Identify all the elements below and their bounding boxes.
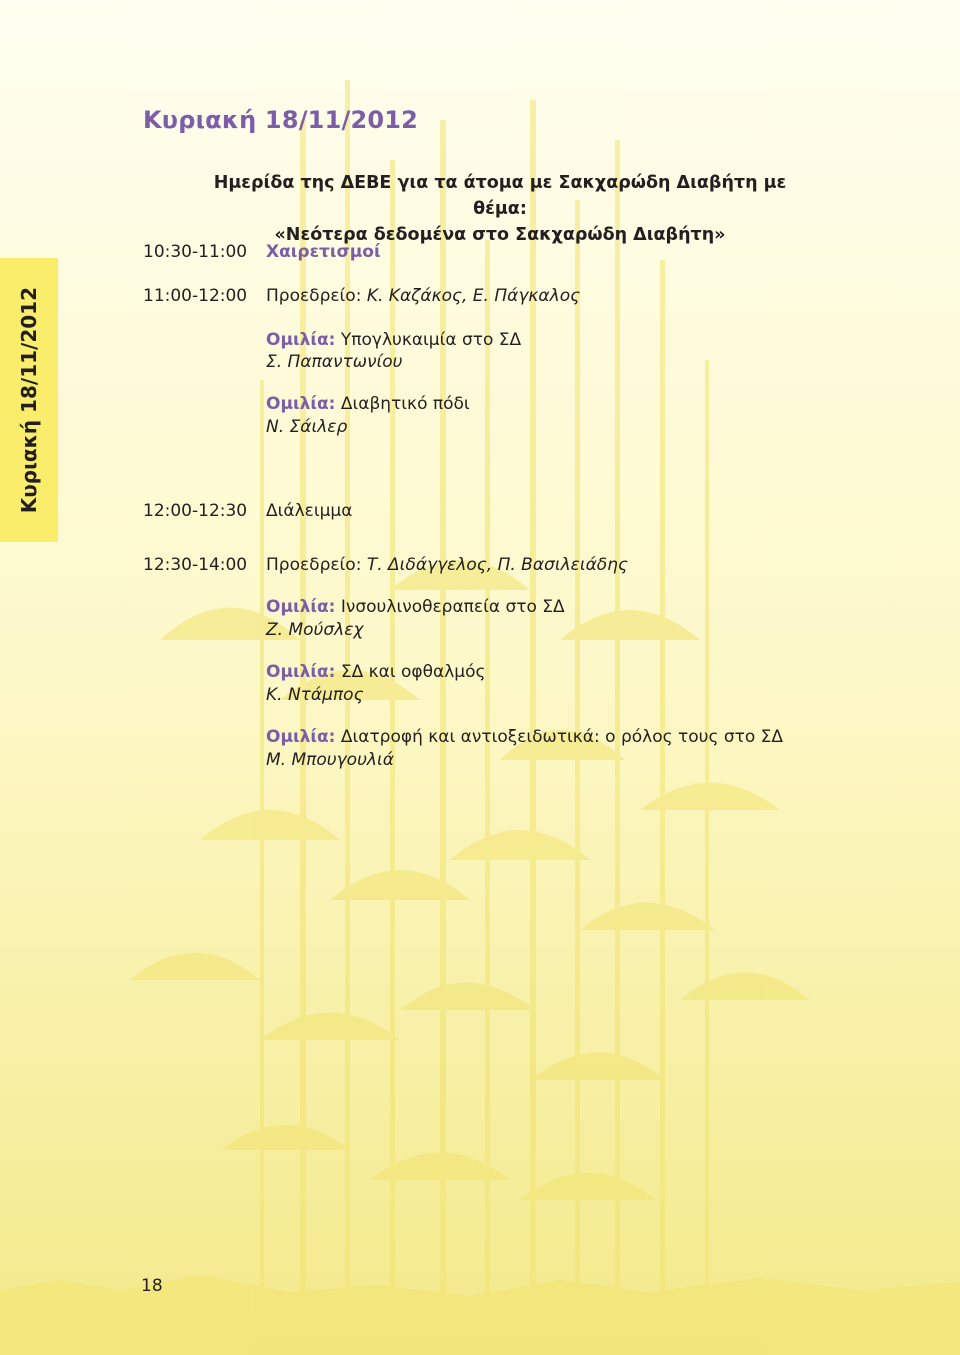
chair-names: Τ. Διδάγγελος, Π. Βασιλειάδης (361, 555, 628, 575)
page-number: 18 (141, 1276, 163, 1296)
subtitle-line-2: «Νεότερα δεδομένα στο Σακχαρώδη Διαβήτη» (274, 225, 726, 245)
session-2-talk-2 (266, 393, 470, 415)
session-2-talk-2-speaker: Ν. Σάιλερ (266, 417, 348, 437)
session-2-talk-1 (266, 329, 521, 351)
talk-title: Διαβητικό πόδι (335, 394, 470, 414)
side-tab-label: Κυριακή 18/11/2012 (17, 286, 41, 514)
session-3-title: Διάλειμμα (266, 501, 353, 521)
session-2-talk-1-speaker: Σ. Παπαντωνίου (266, 352, 403, 372)
talk-title: Διατροφή και αντιοξειδωτικά: ο ρόλος τους στο ΣΔ (335, 727, 784, 747)
side-date-tab (0, 258, 58, 542)
session-1-title: Χαιρετισμοί (266, 242, 381, 262)
chair-names: Κ. Καζάκος, Ε. Πάγκαλος (361, 286, 581, 306)
session-4-talk-1 (266, 596, 565, 618)
session-1-time: 10:30-11:00 (143, 242, 248, 262)
talk-title: Υπογλυκαιμία στο ΣΔ (335, 330, 522, 350)
session-4-talk-2 (266, 661, 486, 683)
session-2-chair (266, 285, 580, 307)
session-4-talk-3-speaker: Μ. Μπουγουλιά (266, 750, 394, 770)
session-4-talk-2-speaker: Κ. Ντάμπος (266, 685, 364, 705)
talk-label: Ομιλία: (266, 597, 336, 617)
talk-title: ΣΔ και οφθαλμός (335, 662, 486, 682)
session-4-talk-3 (266, 726, 783, 748)
chair-label: Προεδρείο: (266, 555, 362, 575)
session-4-chair (266, 554, 628, 576)
talk-label: Ομιλία: (266, 727, 336, 747)
session-4-time: 12:30-14:00 (143, 555, 248, 575)
event-subtitle (190, 170, 810, 248)
talk-label: Ομιλία: (266, 662, 336, 682)
session-3-time: 12:00-12:30 (143, 501, 248, 521)
page-title: Κυριακή 18/11/2012 (143, 106, 419, 134)
talk-label: Ομιλία: (266, 394, 336, 414)
subtitle-line-1: Ημερίδα της ΔΕΒΕ για τα άτομα με Σακχαρώδη Διαβήτη με θέμα: (213, 173, 787, 219)
chair-label: Προεδρείο: (266, 286, 362, 306)
session-2-time: 11:00-12:00 (143, 286, 248, 306)
talk-label: Ομιλία: (266, 330, 336, 350)
talk-title: Ινσουλινοθεραπεία στο ΣΔ (335, 597, 565, 617)
session-4-talk-1-speaker: Ζ. Μούσλεχ (266, 620, 364, 640)
